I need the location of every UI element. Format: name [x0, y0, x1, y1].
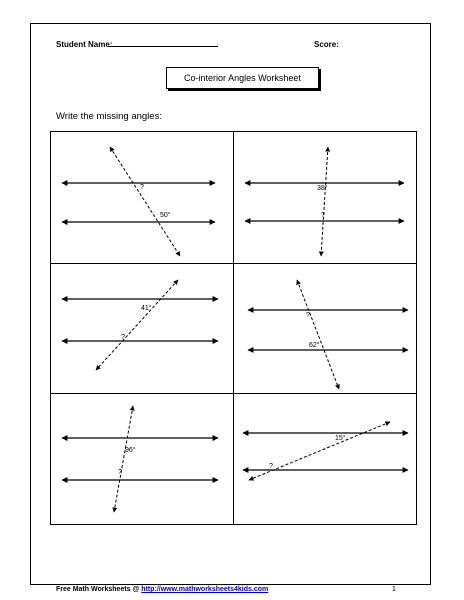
- given-angle-label: 15°: [335, 435, 346, 442]
- problem-5-diagram: [62, 406, 218, 512]
- problem-3-diagram: [62, 280, 218, 370]
- transversal-line: [321, 147, 328, 256]
- footer-text: [56, 586, 268, 593]
- unknown-angle-label: ?: [269, 463, 273, 470]
- transversal-line: [110, 147, 180, 256]
- problem-6-diagram: [243, 422, 408, 480]
- given-angle-label: 50°: [160, 212, 171, 219]
- score-label: Score:: [314, 40, 339, 49]
- given-angle-label: 41°: [141, 305, 152, 312]
- student-name-label: Student Name:: [56, 40, 113, 49]
- given-angle-label: 38°: [317, 185, 328, 192]
- page-number: 1: [392, 586, 396, 593]
- instruction-text: Write the missing angles:: [56, 111, 162, 122]
- transversal-line: [96, 280, 178, 370]
- footer-link[interactable]: http://www.mathworksheets4kids.com: [141, 586, 269, 593]
- problem-4-diagram: [248, 280, 408, 389]
- unknown-angle-label: ?: [306, 312, 310, 319]
- transversal-line: [297, 280, 339, 389]
- footer-prefix: Free Math Worksheets @: [56, 586, 140, 593]
- transversal-line: [114, 406, 133, 512]
- worksheet-title: Co-interior Angles Worksheet: [166, 67, 319, 89]
- given-angle-label: 62°: [309, 342, 320, 349]
- unknown-angle-label: ?: [121, 334, 125, 341]
- transversal-line: [249, 422, 390, 480]
- problem-1-diagram: [62, 147, 215, 256]
- problem-2-diagram: [245, 147, 404, 256]
- unknown-angle-label: ?: [118, 469, 122, 476]
- unknown-angle-label: ?: [321, 212, 325, 219]
- given-angle-label: 96°: [125, 447, 136, 454]
- unknown-angle-label: ?: [140, 184, 144, 191]
